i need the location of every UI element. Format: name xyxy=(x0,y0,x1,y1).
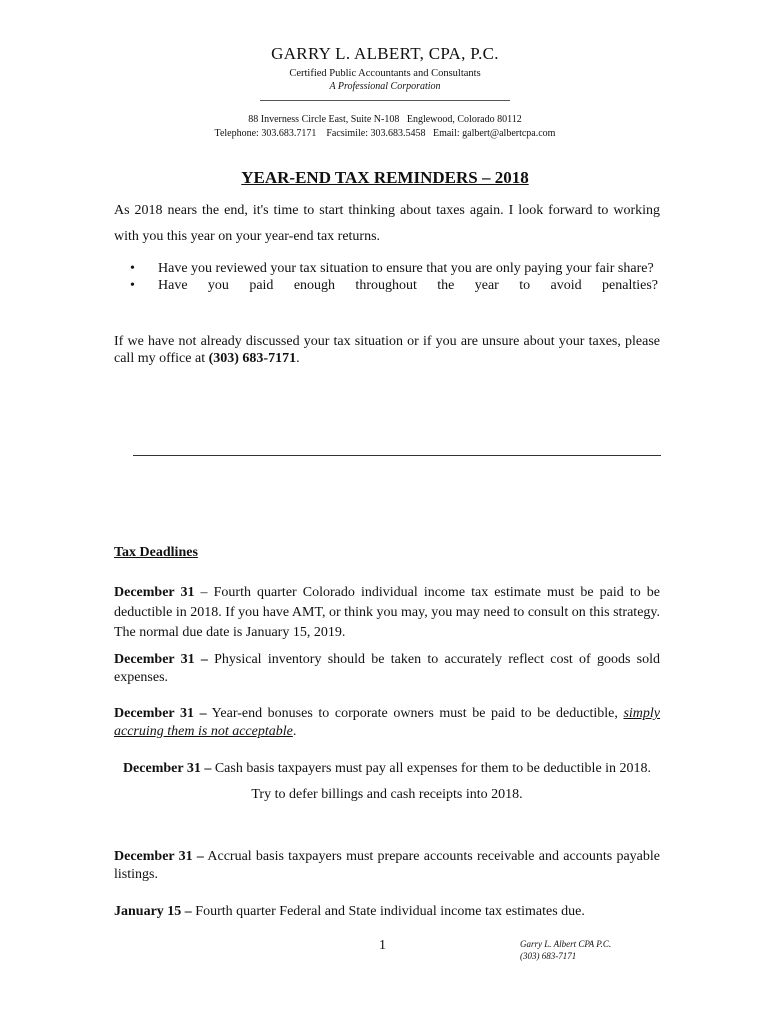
deadline-date: December 31 – xyxy=(114,706,207,721)
bullet-text: Have you paid enough throughout the year to avoid penalties? xyxy=(158,278,658,293)
deadline-item xyxy=(114,651,660,687)
deadline-item xyxy=(114,756,660,808)
deadline-item xyxy=(114,902,660,922)
page-number: 1 xyxy=(379,938,386,953)
bullet-icon: • xyxy=(130,261,135,276)
deadline-date: December 31 – xyxy=(114,652,208,667)
deadline-text: Year-end bonuses to corporate owners must be paid to be deductible, xyxy=(206,706,624,721)
firm-contacts: Telephone: 303.683.7171 Facsimile: 303.683.5458 Email: galbert@albertcpa.com xyxy=(214,128,556,139)
letterhead-divider xyxy=(260,100,510,101)
firm-name: GARRY L. ALBERT, CPA, P.C. xyxy=(271,44,499,63)
bullet-text: Have you reviewed your tax situation to ensure that you are only paying your fair share? xyxy=(158,261,654,276)
intro-paragraph: As 2018 nears the end, it's time to start thinking about taxes again. I look forward to working with you this year on your year-end tax returns. xyxy=(114,203,660,244)
footer-note xyxy=(520,938,611,962)
bullet-item xyxy=(130,260,658,277)
deadline-item xyxy=(114,583,660,643)
deadline-text: – Fourth quarter Colorado individual income tax estimate must be paid to be deductible in 2018. If you have AMT, or think you may, you may need to consult on this strategy. The normal due date is January 15, 2019. xyxy=(114,585,661,640)
deadline-date: January 15 – xyxy=(114,904,192,919)
deadline-date: December 31 – xyxy=(114,849,204,864)
footer-firm: Garry L. Albert CPA P.C. xyxy=(520,939,612,949)
deadline-emphasis: simply accruing them is not acceptable xyxy=(114,706,661,739)
section-divider xyxy=(133,455,661,456)
firm-address: 88 Inverness Circle East, Suite N-108 Englewood, Colorado 80112 xyxy=(248,114,522,125)
contact-paragraph xyxy=(114,333,660,367)
deadline-text: Accrual basis taxpayers must prepare accounts receivable and accounts payable listings. xyxy=(114,849,660,882)
deadline-text: Fourth quarter Federal and State individual income tax estimates due. xyxy=(191,904,585,919)
firm-subtitle: Certified Public Accountants and Consultants xyxy=(289,68,481,79)
contact-end: . xyxy=(296,351,300,366)
deadline-item xyxy=(114,705,660,741)
bullet-list xyxy=(130,260,658,294)
deadline-date: December 31 xyxy=(114,585,195,600)
deadline-item xyxy=(114,848,660,884)
contact-text: If we have not already discussed your tax situation or if you are unsure about your taxes, please call my office at xyxy=(114,334,660,366)
document-title: YEAR-END TAX REMINDERS – 2018 xyxy=(241,168,529,187)
tax-deadlines-heading: Tax Deadlines xyxy=(114,545,198,560)
footer-phone: (303) 683-7171 xyxy=(520,951,577,961)
deadline-text: Cash basis taxpayers must pay all expenses for them to be deductible in 2018. Try to defer billings and cash receipts into 2018. xyxy=(211,761,652,802)
firm-tagline: A Professional Corporation xyxy=(329,81,441,92)
deadline-date: December 31 – xyxy=(122,761,212,776)
deadline-end: . xyxy=(292,724,297,739)
bullet-item xyxy=(130,277,658,294)
office-phone: (303) 683-7171 xyxy=(208,351,297,366)
bullet-icon: • xyxy=(130,278,135,293)
deadline-text: Physical inventory should be taken to accurately reflect cost of goods sold expenses. xyxy=(114,652,660,685)
